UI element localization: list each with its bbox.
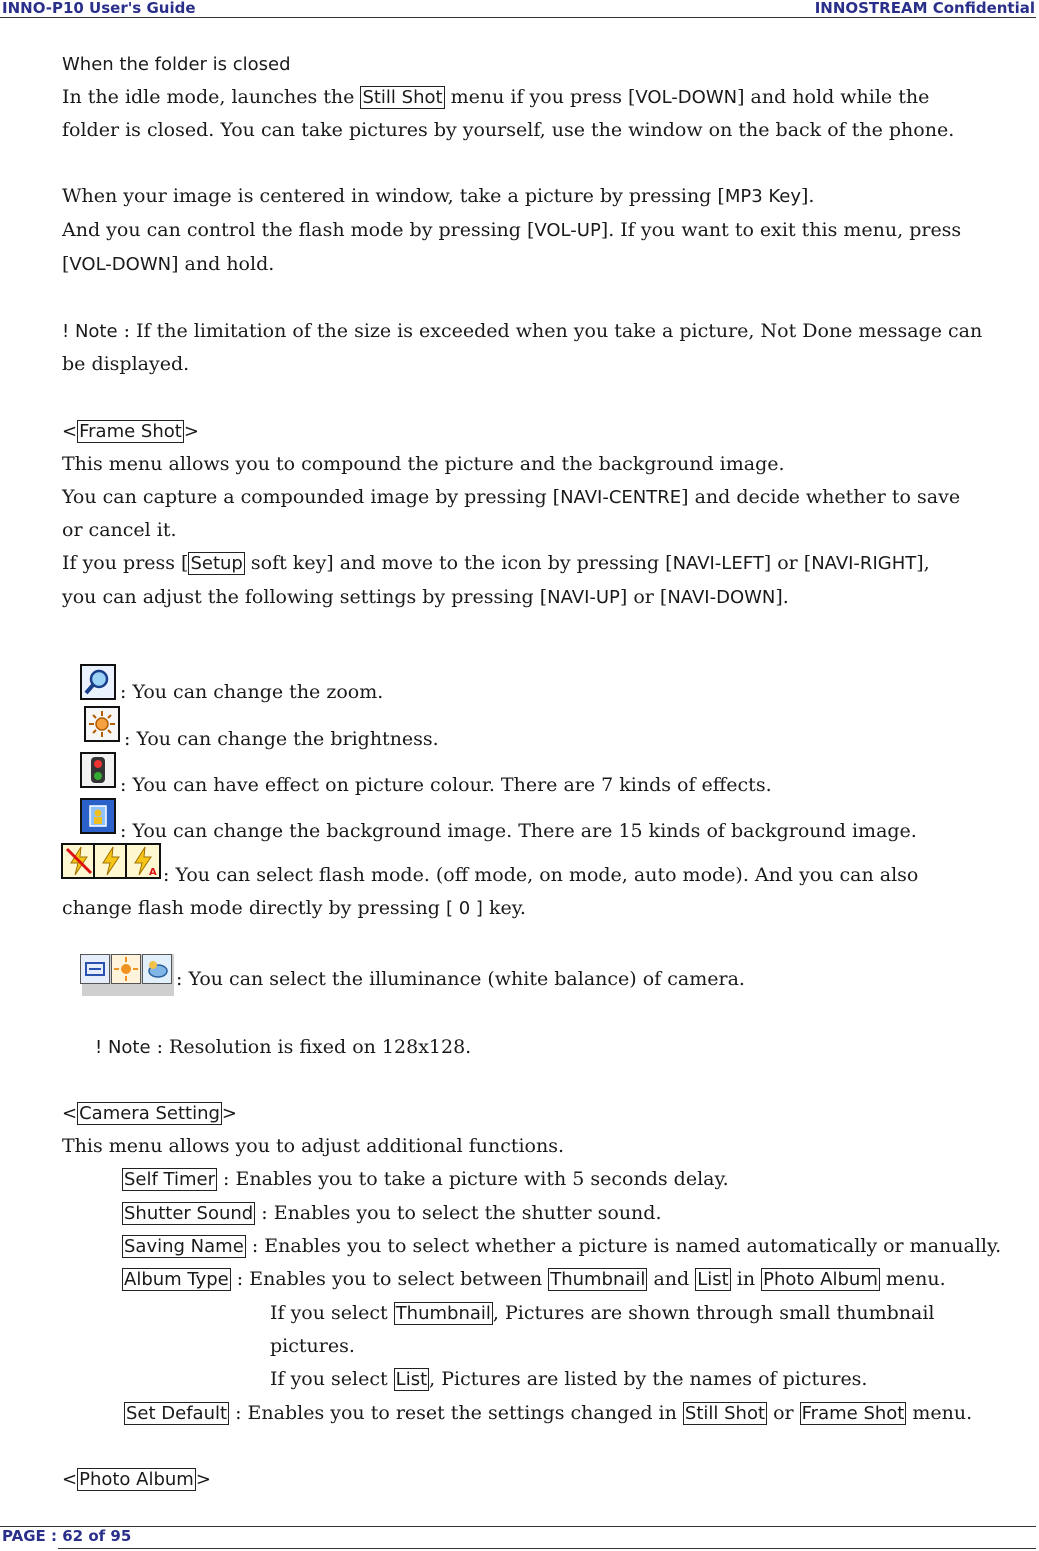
photo-album-heading: < Photo Album > bbox=[62, 1469, 211, 1490]
frame-line-3: or cancel it. bbox=[62, 519, 177, 541]
album-type-item: Album Type : Enables you to select between Thumbnail and List in Photo Album menu. bbox=[124, 1268, 946, 1290]
header-rule bbox=[0, 17, 1036, 18]
flash-auto-icon bbox=[125, 843, 161, 879]
header-confidential: INNOSTREAM Confidential bbox=[814, 0, 1035, 17]
folder-note-b: be displayed. bbox=[62, 353, 190, 375]
camera-intro: This menu allows you to adjust additional functions. bbox=[62, 1135, 565, 1157]
flash-on-icon bbox=[93, 843, 129, 879]
wb-cloudy-icon bbox=[142, 954, 172, 984]
background-icon bbox=[80, 798, 116, 834]
shutter-sound-item: Shutter Sound : Enables you to select the shutter sound. bbox=[124, 1202, 662, 1224]
zoom-desc: : You can change the zoom. bbox=[120, 681, 384, 703]
folder-para-2: When your image is centered in window, take a picture by pressing [MP3 Key]. bbox=[62, 185, 815, 207]
folder-para-3: And you can control the flash mode by pressing [VOL-UP]. If you want to exit this menu, press bbox=[62, 219, 962, 241]
svg-text:A: A bbox=[149, 867, 157, 877]
thumbnail-desc-b: pictures. bbox=[270, 1335, 355, 1357]
effect-icon bbox=[80, 752, 116, 788]
folder-para-1: In the idle mode, launches the Still Shot menu if you press [VOL-DOWN] and hold while the bbox=[62, 86, 930, 108]
brightness-desc: : You can change the brightness. bbox=[124, 728, 439, 750]
frame-line-5: you can adjust the following settings by pressing [NAVI-UP] or [NAVI-DOWN]. bbox=[62, 586, 789, 608]
frame-line-1: This menu allows you to compound the picture and the background image. bbox=[62, 453, 785, 475]
camera-heading: < Camera Setting > bbox=[62, 1103, 237, 1124]
zoom-icon bbox=[80, 664, 116, 700]
set-default-item: Set Default : Enables you to reset the settings changed in Still Shot or Frame Shot menu. bbox=[126, 1402, 973, 1424]
list-desc: If you select List , Pictures are listed by the names of pictures. bbox=[270, 1368, 868, 1390]
effect-desc: : You can have effect on picture colour. There are 7 kinds of effects. bbox=[120, 774, 772, 796]
thumbnail-desc: If you select Thumbnail , Pictures are shown through small thumbnail bbox=[270, 1302, 935, 1324]
flash-off-icon bbox=[61, 843, 97, 879]
frame-line-4: If you press [ Setup soft key] and move to the icon by pressing [NAVI-LEFT] or [NAVI-RIGHT], bbox=[62, 552, 930, 574]
brightness-icon bbox=[84, 706, 120, 742]
flash-desc: : You can select flash mode. (off mode, on mode, auto mode). And you can also bbox=[163, 864, 919, 886]
flash-desc-b: change flash mode directly by pressing [ 0 ] key. bbox=[62, 897, 526, 919]
folder-para-1b: folder is closed. You can take pictures by yourself, use the window on the back of the phone. bbox=[62, 119, 955, 141]
footer-rule-top bbox=[0, 1526, 1036, 1527]
page-number: PAGE : 62 of 95 bbox=[2, 1527, 132, 1545]
header-title: INNO-P10 User's Guide bbox=[2, 0, 196, 17]
folder-note: ! Note : If the limitation of the size is exceeded when you take a picture, Not Done message can bbox=[62, 320, 983, 342]
wb-fluorescent-icon bbox=[80, 954, 110, 984]
background-desc: : You can change the background image. There are 15 kinds of background image. bbox=[120, 820, 917, 842]
wb-desc: : You can select the illuminance (white balance) of camera. bbox=[176, 968, 745, 990]
folder-para-3b: [VOL-DOWN] and hold. bbox=[62, 253, 275, 275]
frame-line-2: You can capture a compounded image by pressing [NAVI-CENTRE] and decide whether to save bbox=[62, 486, 961, 508]
wb-sunny-icon bbox=[111, 954, 141, 984]
frame-note: ! Note : Resolution is fixed on 128x128. bbox=[95, 1036, 472, 1058]
folder-title: When the folder is closed bbox=[62, 54, 291, 75]
self-timer-item: Self Timer : Enables you to take a picture with 5 seconds delay. bbox=[124, 1168, 729, 1190]
frame-heading: < Frame Shot > bbox=[62, 421, 199, 442]
footer-rule-bottom bbox=[58, 1548, 1036, 1549]
saving-name-item: Saving Name : Enables you to select whether a picture is named automatically or manually. bbox=[124, 1235, 1002, 1257]
